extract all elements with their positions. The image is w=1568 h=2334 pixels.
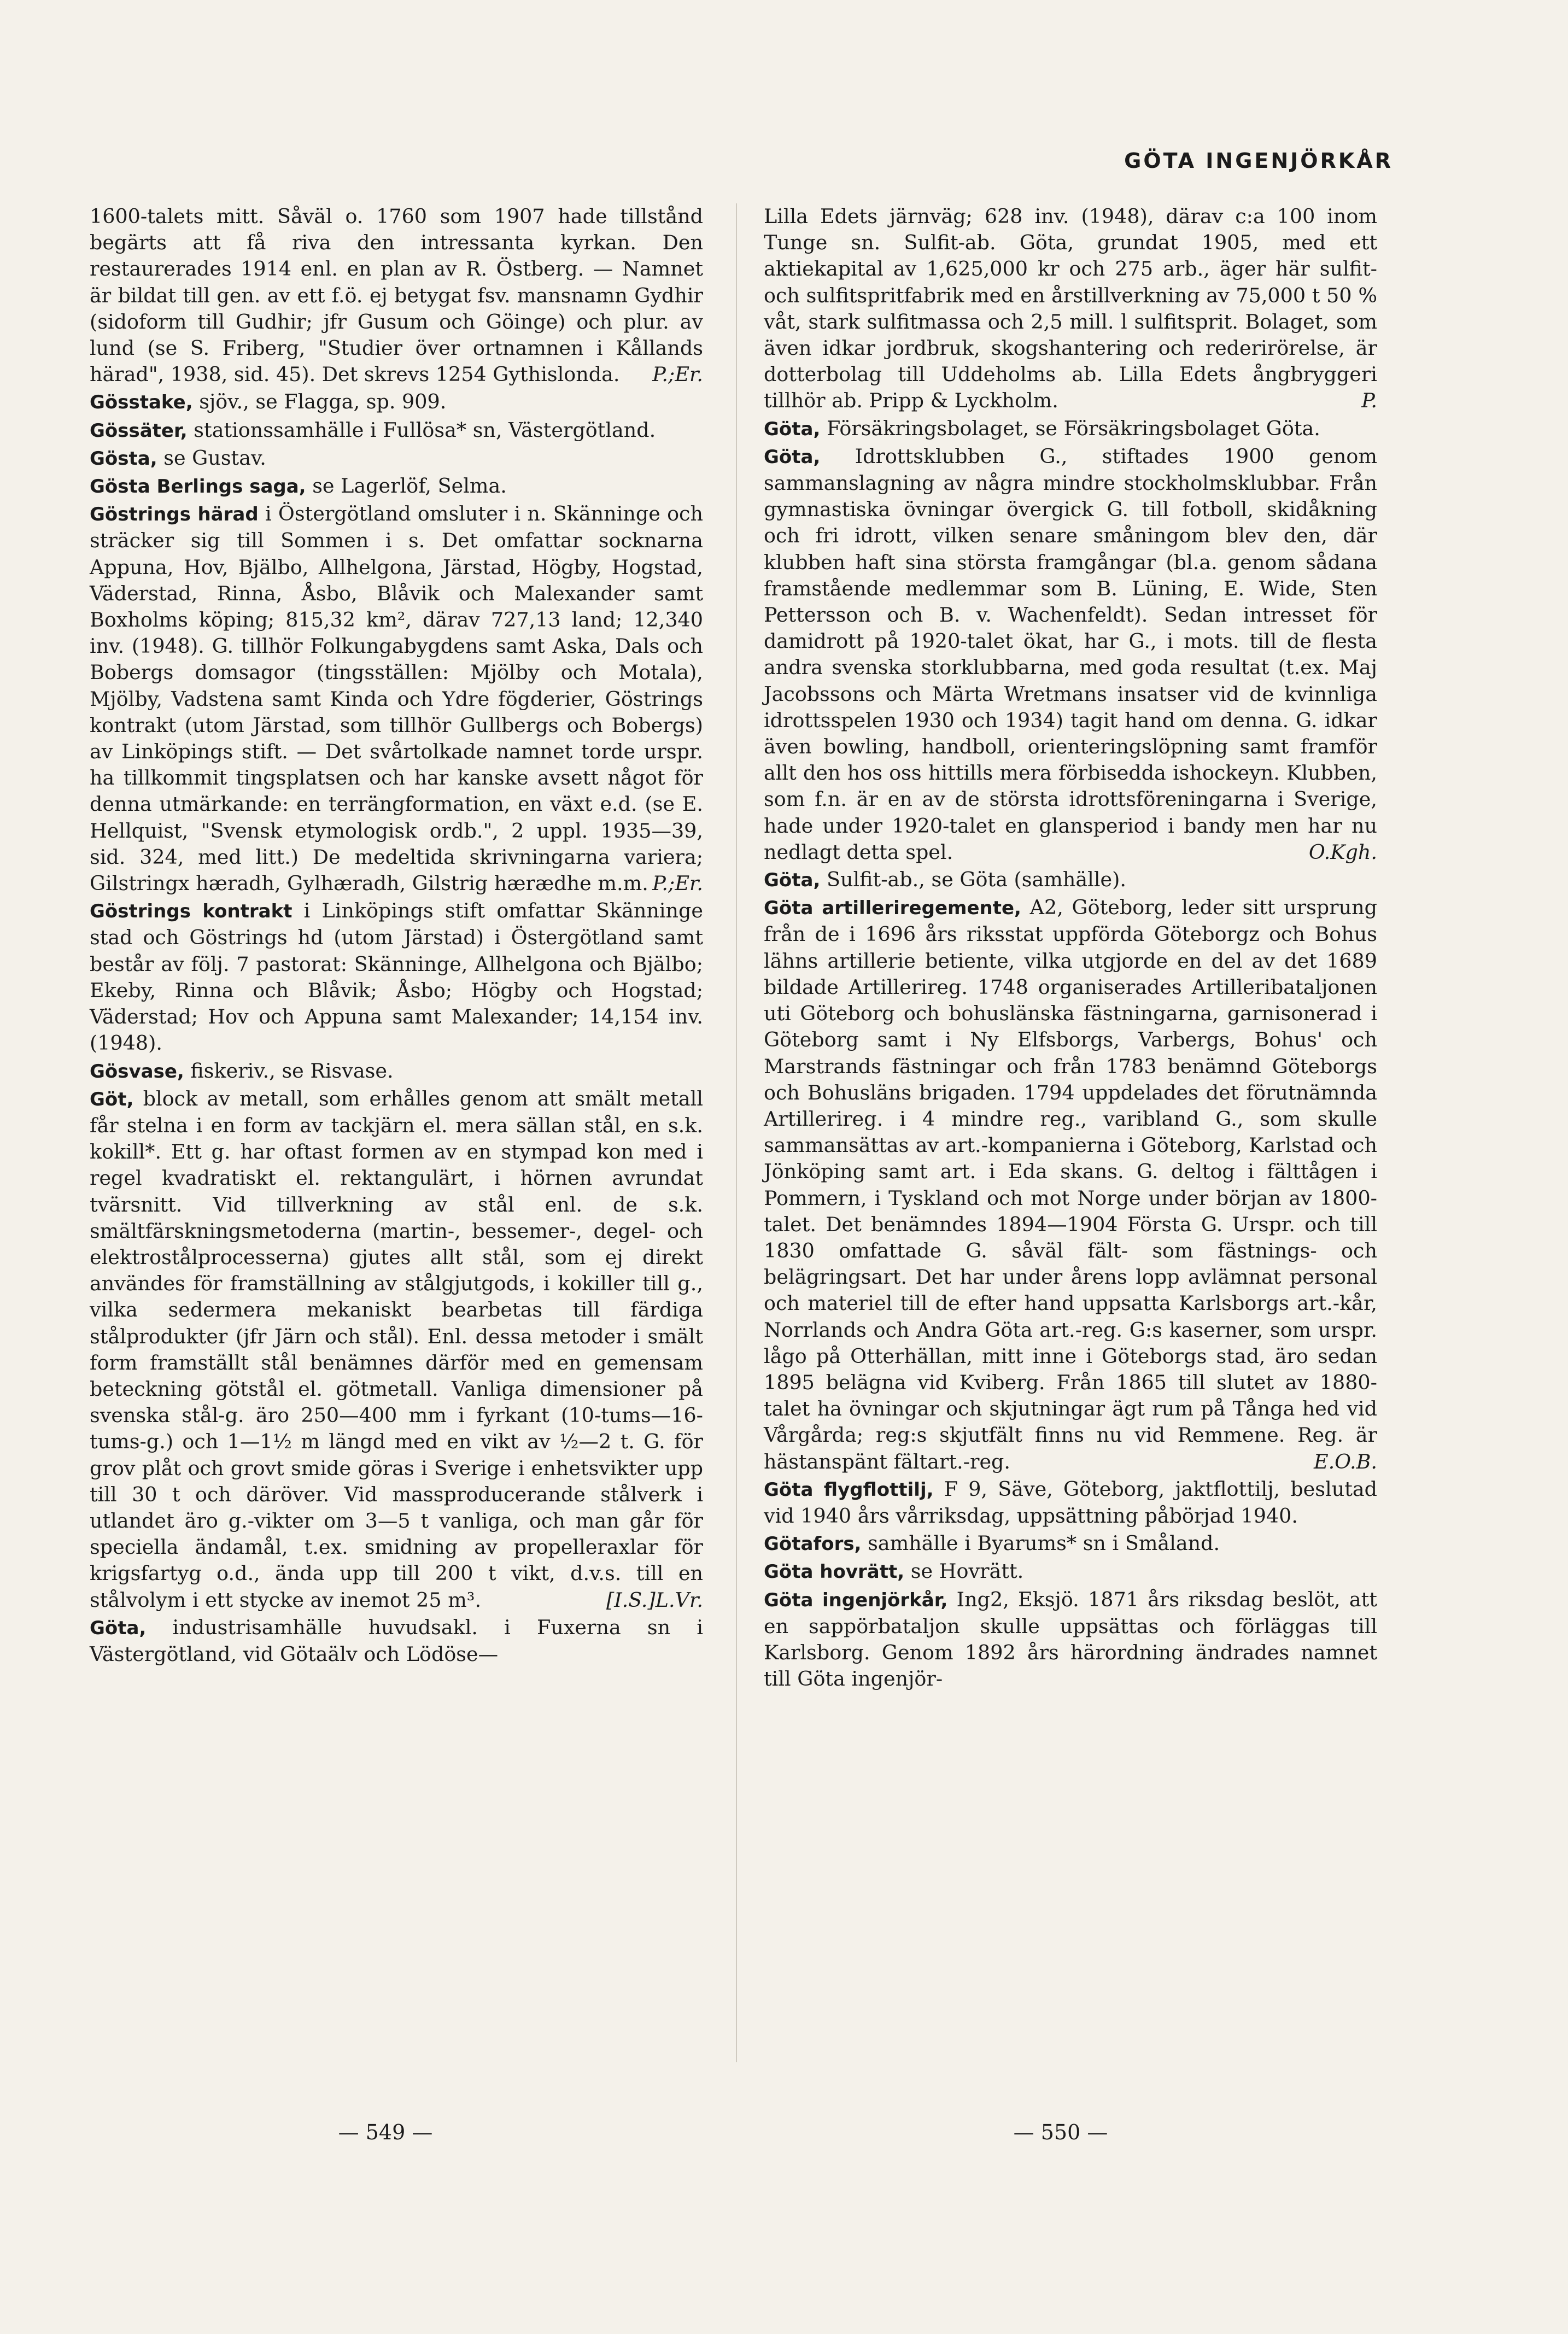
entry-gosstake <box>90 389 703 416</box>
entry-text: fiskeriv., se Risvase. <box>184 1058 394 1083</box>
entry-text: i Linköpings stift omfattar Skänninge stad och Göstrings hd (utom Järstad) i Östergötland samt består av följ. 7 pastorat: Skänninge, Allhelgona och Bjälbo; Ekeby, Rinna och Blåvik; Åsbo; Högby och Hogstad; Väderstad; Hov och Appuna samt Malexander; 14,154 inv. (1948). <box>90 899 703 1055</box>
headword: Göta hovrätt, <box>764 1561 905 1583</box>
headword: Göta ingenjörkår, <box>764 1589 948 1611</box>
headword: Gössäter, <box>90 419 188 442</box>
entry-text: block av metall, som erhålles genom att smält metall får stelna i en form av tackjärn el. mera sällan stål, en s.k. kokill*. Ett g. har oftast formen av en stympad kon med i regel kvadratiskt el. rektangulärt, i hörnen avrundat tvärsnitt. Vid tillverkning av stål enl. de s.k. smältfärskningsmetoderna (martin-, bessemer-, degel- och elektrostålprocesserna) gjutes allt stål, som ej direkt användes för framställning av stålgjutgods, i kokiller till g., vilka sedermera mekaniskt bearbetas till färdiga stålprodukter (jfr Järn och stål). Enl. dessa metoder i smält form framställt stål benämnes därför med en gemensam beteckning götstål el. götmetall. Vanliga dimensioner på svenska stål-g. äro 250—400 mm i fyrkant (10-tums—16-tums-g.) och 1—1½ m längd med en vikt av ½—2 t. G. för grov plåt och grovt smide göras i Sverige i enhetsvikter upp till 30 t och däröver. Vid massproducerande stålverk i utlandet äro g.-vikter om 3—5 t vanliga, och man går för speciella ändamål, t.ex. smidning av propelleraxlar för krigsfartyg o.d., ända upp till 200 t vikt, d.v.s. till en stålvolym i ett stycke av inemot 25 m³. <box>90 1086 703 1612</box>
headword: Göstrings kontrakt <box>90 900 292 923</box>
entry-text: A2, Göteborg, leder sitt ursprung från de i 1696 års riksstat uppförda Göteborgz och Bohus lähns artillerie betiente, vilka utgjorde en del av det 1689 bildade Artillerireg. 1748 organiserades Artilleribataljonen uti Göteborg och bohuslänska fästningarna, garnisonerad i Göteborg samt i Ny Elfsborgs, Varbergs, Bohus' och Marstrands fästningar och från 1783 benämnd Göteborgs och Bohusläns brigaden. 1794 uppdelades det förutnämnda Artillerireg. i 4 mindre reg., varibland G., som skulle sammansättas av art.-kompanierna i Göteborg, Karlstad och Jönköping samt art. i Eda skans. G. deltog i fälttågen i Pommern, i Tyskland och mot Norge under början av 1800-talet. Det benämndes 1894—1904 Första G. Urspr. och till 1830 omfattade G. såväl fält- som fästnings- och belägringsart. Det har under årens lopp avlämnat personal och materiel till de efter hand uppsatta Karlsborgs art.-kår, Norrlands och Andra Göta art.-reg. G:s kaserner, som urspr. lågo på Otterhällan, mitt inne i Göteborgs stad, äro sedan 1895 belägna vid Kviberg. Från 1865 till slutet av 1880-talet ha övningar och skjutningar ägt rum på Tånga hed vid Vårgårda; reg:s skjutfält finns nu vid Remmene. Reg. är hästanspänt fältart.-reg. <box>764 896 1377 1473</box>
entry-gota-hovratt <box>764 1558 1377 1585</box>
entry-gota-ingenjorkar <box>764 1587 1377 1693</box>
signature: E.O.B. <box>1313 1449 1377 1473</box>
page-number-right: — 550 — <box>1013 2120 1108 2144</box>
entry-gota-idrottsklubben <box>764 443 1377 865</box>
entry-continuation <box>90 203 703 388</box>
entry-gosta <box>90 445 703 472</box>
headword: Gösstake, <box>90 391 193 414</box>
entry-text: stationssamhälle i Fullösa* sn, Västergötland. <box>187 418 656 442</box>
running-head: GÖTA INGENJÖRKÅR <box>1124 149 1393 173</box>
signature: P.;Er. <box>652 362 703 387</box>
entry-gosvase <box>90 1058 703 1085</box>
entry-text: Lilla Edets järnväg; 628 inv. (1948), därav c:a 100 inom Tunge sn. Sulfit-ab. Göta, grundat 1905, med ett aktiekapital av 1,625,000 kr och 275 arb., äger här sulfit- och sulfitspritfabrik med en årstillverkning av 75,000 t 50 % våt, stark sulfitmassa och 2,5 mill. l sulfitsprit. Bolaget, som även idkar jordbruk, skogshantering och rederirörelse, är dotterbolag till Uddeholms ab. Lilla Edets ångbryggeri tillhör ab. Pripp & Lyckholm. <box>764 204 1377 413</box>
entry-text: se Gustav. <box>157 446 266 470</box>
entry-text: se Lagerlöf, Selma. <box>306 474 507 498</box>
entry-gostrings-harad <box>90 501 703 897</box>
entry-text: industrisamhälle huvudsakl. i Fuxerna sn i Västergötland, vid Götaälv och Lödöse— <box>90 1615 703 1666</box>
signature: P. <box>1361 389 1377 413</box>
headword: Göstrings härad <box>90 504 259 526</box>
entry-text: Sulfit-ab., se Göta (samhälle). <box>820 868 1126 892</box>
entry-text: F 9, Säve, Göteborg, jaktflottilj, beslutad vid 1940 års vårriksdag, uppsättning påbörjad 1940. <box>764 1477 1377 1528</box>
right-column <box>764 203 1377 1692</box>
headword: Göta flygflottilj, <box>764 1478 934 1501</box>
headword: Gösta Berlings saga, <box>90 476 306 498</box>
left-column <box>90 203 703 1668</box>
entry-text: Ing2, Eksjö. 1871 års riksdag beslöt, att en sappörbataljon skulle uppsättas och förläggas till Karlsborg. Genom 1892 års härordning ändrades namnet till Göta ingenjör- <box>764 1587 1377 1691</box>
signature: [I.S.]L.Vr. <box>606 1588 703 1612</box>
entry-text: se Hovrätt. <box>904 1559 1024 1583</box>
entry-gota-flygflottilj <box>764 1476 1377 1529</box>
headword: Göt, <box>90 1088 134 1110</box>
entry-text: samhälle i Byarums* sn i Småland. <box>861 1531 1220 1555</box>
entry-text: 1600-talets mitt. Såväl o. 1760 som 1907 hade tillstånd begärts att få riva den intressanta kyrkan. Den restaurerades 1914 enl. en plan av R. Östberg. — Namnet är bildat till gen. av ett f.ö. ej betygat fsv. mansnamn Gydhir (sidoform till Gudhir; jfr Gusum och Göinge) och plur. av lund (se S. Friberg, "Studier över ortnamnen i Kållands härad", 1938, sid. 45). Det skrevs 1254 Gythislonda. <box>90 204 703 387</box>
entry-text: Idrottsklubben G., stiftades 1900 genom sammanslagning av några mindre stockholmsklubbar. Från gymnastiska övningar övergick G. till fotboll, skidåkning och fri idrott, vilken senare småningom blev den, där klubben haft sina största framgångar (bl.a. genom sådana framstående medlemmar som B. Lüning, E. Wide, Sten Pettersson och B. v. Wachenfeldt). Sedan intresset för damidrott på 1920-talet ökat, har G., i mots. till de flesta andra svenska storklubbarna, med goda resultat (t.ex. Maj Jacobssons och Märta Wretmans insatser vid de kvinnliga idrottsspelen 1930 och 1934) tagit hand om denna. G. idkar även bowling, handboll, orienteringslöpning samt framför allt den hos oss hittills mera förbisedda ishockeyn. Klubben, som f.n. är en av de största idrottsföreningarna i Sverige, hade under 1920-talet en glansperiod i bandy men har nu nedlagt detta spel. <box>764 444 1377 864</box>
entry-text: i Östergötland omsluter i n. Skänninge och sträcker sig till Sommen i s. Det omfattar socknarna Appuna, Hov, Bjälbo, Allhelgona, Järstad, Högby, Hogstad, Väderstad, Rinna, Åsbo, Blåvik och Malexander samt Boxholms köping; 815,32 km², därav 727,13 land; 12,340 inv. (1948). G. tillhör Folkungabygdens samt Aska, Dals och Bobergs domsagor (tingsställen: Mjölby och Motala), Mjölby, Vadstena samt Kinda och Ydre fögderier, Göstrings kontrakt (utom Järstad, som tillhör Gullbergs och Bobergs) av Linköpings stift. — Det svårtolkade namnet torde urspr. ha tillkommit tingsplatsen och har kanske avsett något för denna utmärkande: en terrängformation, en växt e.d. (se E. Hellquist, "Svensk etymologisk ordb.", 2 uppl. 1935—39, sid. 324, med litt.) De medeltida skrivningarna variera; Gilstringx hæradh, Gylhæradh, Gilstrig hærædhe m.m. <box>90 502 704 896</box>
entry-gota-forsakringsbolaget <box>764 416 1377 442</box>
entry-gotafors <box>764 1530 1377 1557</box>
entry-gosta-berlings-saga <box>90 473 703 500</box>
headword: Gösta, <box>90 447 157 470</box>
signature: O.Kgh. <box>1308 840 1377 864</box>
entry-gota-sulfit <box>764 867 1377 893</box>
entry-got <box>90 1086 703 1613</box>
headword: Göta, <box>764 418 821 440</box>
headword: Göta, <box>764 869 821 892</box>
signature: P.;Er. <box>652 871 703 896</box>
entry-gota-artilleriregemente <box>764 894 1377 1475</box>
headword: Göta, <box>764 446 821 468</box>
headword: Göta artilleriregemente, <box>764 897 1021 920</box>
entry-text: sjöv., se Flagga, sp. 909. <box>192 390 447 414</box>
entry-text: Försäkringsbolaget, se Försäkringsbolaget Göta. <box>820 416 1320 440</box>
headword: Göta, <box>90 1617 147 1639</box>
entry-gostrings-kontrakt <box>90 898 703 1056</box>
entry-gota-samhalle <box>90 1615 703 1668</box>
entry-gossater <box>90 417 703 444</box>
page-number-left: — 549 — <box>338 2120 433 2144</box>
headword: Gösvase, <box>90 1060 184 1083</box>
entry-continuation <box>764 203 1377 414</box>
column-rule <box>736 203 737 2062</box>
headword: Götafors, <box>764 1533 862 1555</box>
